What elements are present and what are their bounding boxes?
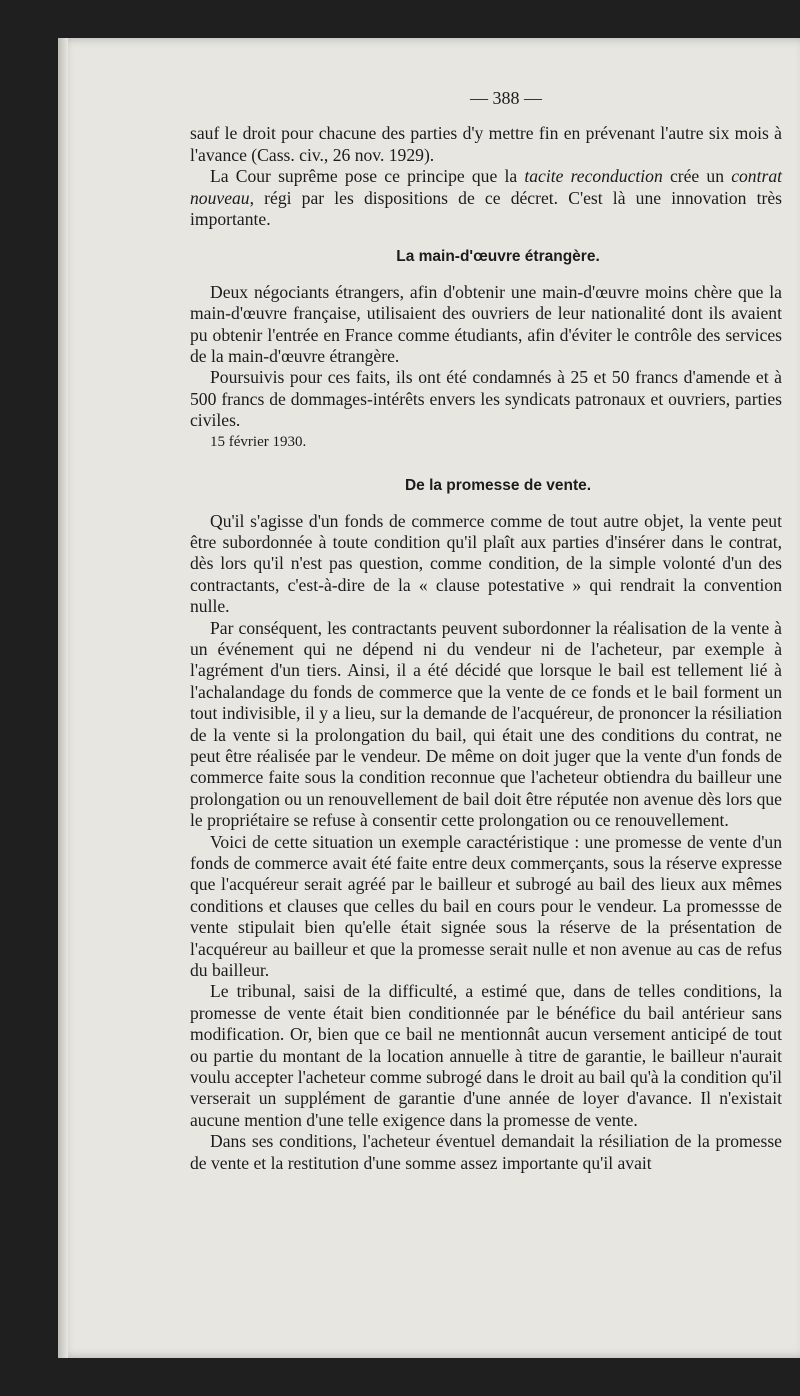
page-gutter [58,38,68,1358]
text-run: , régi par les dispositions de ce décret. C'est là une innovation très importante. [190,187,782,230]
paragraph: Dans ses conditions, l'acheteur éventuel demandait la résiliation de la promesse de vente et la restitution d'une somme assez importante qu'il avait [190,1131,782,1173]
paragraph-cour [190,166,782,230]
italic-term: contrat nouveau [190,166,783,208]
page-text [190,88,782,1174]
page-number: — 388 — [470,88,542,108]
text-run: La Cour suprême pose ce principe que la [210,166,525,187]
paragraph: Qu'il s'agisse d'un fonds de commerce comme de tout autre objet, la vente peut être subordonnée à toute condition qu'il plaît aux parties d'insérer dans le contrat, dès lors qu'il n'est pas question, comme condition, de la simple volonté d'un des contractants, c'est-à-dire de la « clause potestative » qui rendrait la convention nulle. [190,510,782,617]
paragraph: Par conséquent, les contractants peuvent subordonner la réalisation de la vente à un événement qui ne dépend ni du vendeur ni de l'acheteur, par exemple à l'agrément d'un tiers. Ainsi, il a été décidé que lorsque le bail est tellement lié à l'achalandage du fonds de commerce que la vente de ce fonds et le bail forment un tout indivisible, il y a lieu, sur la demande de l'acquéreur, de prononcer la résiliation de la vente si la prolongation du bail, qui était une des conditions du contrat, ne peut être réalisée par le vendeur. De même on doit juger que la vente d'un fonds de commerce faite sous la condition reconnue que l'acheteur obtiendra du bailleur une prolongation ou un renouvellement de bail doit être réputée non avenue dès lors que le propriétaire se refuse à consentir cette prolongation ou ce renouvellement. [190,617,782,831]
paragraph: Le tribunal, saisi de la difficulté, a estimé que, dans de telles conditions, la promesse de vente était bien conditionnée par le bénéfice du bail antérieur sans modification. Or, bien que ce bail ne mentionnât aucun versement anticipé de tout ou partie du montant de la location annuelle à titre de garantie, le bailleur n'aurait voulu accepter l'acheteur comme subrogé dans le droit au bail qu'à la condition qu'il verserait un supplément de garantie d'une année de loyer d'avance. Il n'existait aucune mention d'une telle exigence dans la promesse de vente. [190,981,782,1130]
paragraph: Poursuivis pour ces faits, ils ont été condamnés à 25 et 50 francs d'amende et à 500 francs de dommages-intérêts envers les syndicats patronaux et ouvriers, parties civiles. [190,367,782,431]
date-line: 15 février 1930. [210,433,307,450]
paragraph: Deux négociants étrangers, afin d'obtenir une main-d'œuvre moins chère que la main-d'œuvre française, utilisaient des ouvriers de leur nationalité dont ils avaient pu obtenir l'entrée en France comme étudiants, afin d'éviter le contrôle des services de la main-d'œuvre étrangère. [190,281,782,367]
text-run: crée un [662,166,732,187]
paragraph: Voici de cette situation un exemple caractéristique : une promesse de vente d'un fonds de commerce avait été faite entre deux commerçants, sous la réserve expresse que l'acquéreur serait agréé par le bailleur et subrogé au bail des lieux aux mêmes conditions et clauses que celles du bail en cours pour le vendeur. La promessse de vente stipulait bien qu'elle était signée sous la réserve de la présentation de l'acquéreur au bailleur et que la promesse serait nulle et non avenue au cas de refus du bailleur. [190,831,782,981]
paragraph: sauf le droit pour chacune des parties d'y mettre fin en prévenant l'autre six mois à l'avance (Cass. civ., 26 nov. 1929). [190,123,782,165]
section-heading: La main-d'œuvre étrangère. [396,248,600,266]
italic-term: tacite reconduction [524,166,663,187]
section-heading: De la promesse de vente. [404,477,592,495]
